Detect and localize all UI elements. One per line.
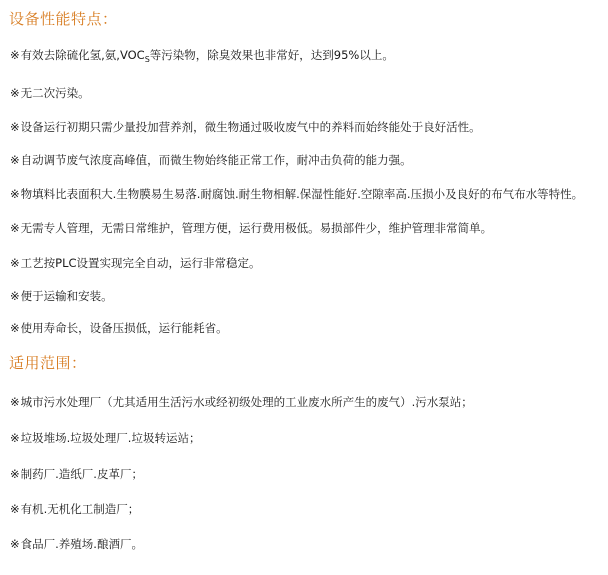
feature-item xyxy=(10,47,394,63)
bullet-mark: ※ xyxy=(10,467,20,481)
scope-item-text: 城市污水处理厂（尤其适用生活污水或经初级处理的工业废水所产生的废气）.污水泵站； xyxy=(20,395,473,409)
feature-item-text: 自动调节废气浓度高峰值，而微生物始终能正常工作，耐冲击负荷的能力强。 xyxy=(20,153,412,167)
bullet-mark: ※ xyxy=(10,289,20,303)
scope-item xyxy=(10,536,143,552)
bullet-mark: ※ xyxy=(10,502,20,516)
bullet-mark: ※ xyxy=(10,431,20,445)
bullet-mark: ※ xyxy=(10,321,20,335)
feature-item-text: 等污染物，除臭效果也非常好，达到95%以上。 xyxy=(149,48,394,62)
feature-item-text: 有效去除硫化氢,氨,VOC xyxy=(20,48,145,62)
feature-item xyxy=(10,186,583,202)
subscript: S xyxy=(144,55,150,64)
scope-item xyxy=(10,430,200,446)
scope-item-text: 有机.无机化工制造厂； xyxy=(20,502,140,516)
feature-item xyxy=(10,152,412,168)
feature-item xyxy=(10,220,492,236)
feature-item xyxy=(10,119,481,135)
bullet-mark: ※ xyxy=(10,86,20,100)
feature-item xyxy=(10,288,113,304)
feature-item-text: 无二次污染。 xyxy=(20,86,90,100)
scope-item-text: 食品厂.养殖场.酿酒厂。 xyxy=(20,537,143,551)
feature-item xyxy=(10,85,90,101)
features-heading: 设备性能特点： xyxy=(9,10,118,28)
feature-item-text: 使用寿命长，设备压损低，运行能耗省。 xyxy=(20,321,228,335)
bullet-mark: ※ xyxy=(10,537,20,551)
bullet-mark: ※ xyxy=(10,256,20,270)
bullet-mark: ※ xyxy=(10,153,20,167)
bullet-mark: ※ xyxy=(10,48,20,62)
scope-item xyxy=(10,394,473,410)
scope-item-text: 垃圾堆场.垃圾处理厂.垃圾转运站； xyxy=(20,431,201,445)
bullet-mark: ※ xyxy=(10,187,20,201)
feature-item-text: 工艺按PLC设置实现完全自动，运行非常稳定。 xyxy=(20,256,261,270)
feature-item-text: 便于运输和安装。 xyxy=(20,289,113,303)
feature-item-text: 无需专人管理，无需日常维护，管理方便，运行费用极低。易损部件少，维护管理非常简单。 xyxy=(20,221,493,235)
feature-item-text: 设备运行初期只需少量投加营养剂，微生物通过吸收废气中的养料而始终能处于良好活性。 xyxy=(20,120,481,134)
bullet-mark: ※ xyxy=(10,221,20,235)
feature-item xyxy=(10,255,261,271)
bullet-mark: ※ xyxy=(10,395,20,409)
scope-item xyxy=(10,501,139,517)
scope-item-text: 制药厂.造纸厂.皮革厂； xyxy=(20,467,143,481)
bullet-mark: ※ xyxy=(10,120,20,134)
scope-heading: 适用范围： xyxy=(9,354,87,372)
feature-item-text: 物填料比表面积大.生物膜易生易落.耐腐蚀.耐生物相解.保湿性能好.空隙率高.压损小及良好的布气布水等特性。 xyxy=(20,187,584,201)
feature-item xyxy=(10,320,228,336)
scope-item xyxy=(10,466,143,482)
